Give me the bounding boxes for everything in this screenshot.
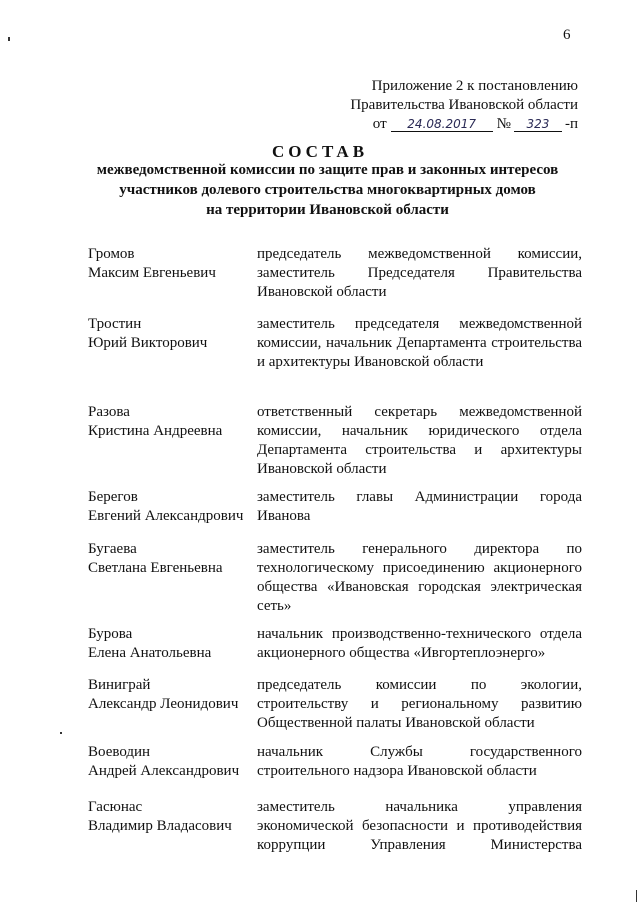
member-role: председатель комиссии по экологии, строительству и региональному развитию Общественной палаты Ивановской области	[257, 677, 582, 731]
member-surname: Бугаева	[88, 541, 137, 557]
member-name	[88, 798, 253, 836]
member-role: заместитель председателя межведомственной комиссии, начальник Департамента строительства и архитектуры Ивановской области	[257, 316, 582, 370]
handwritten-number: 323	[514, 117, 562, 132]
appendix-reference-line	[340, 115, 578, 134]
scan-edge-mark	[636, 890, 637, 902]
member-given-name: Андрей Александрович	[88, 763, 240, 779]
number-suffix: -п	[564, 116, 578, 132]
scan-speck	[8, 37, 10, 41]
member-given-name: Максим Евгеньевич	[88, 265, 216, 281]
scan-speck	[60, 732, 62, 734]
member-given-name: Евгений Александрович	[88, 508, 244, 524]
member-role: начальник производственно-технического отдела акционерного общества «Ивгортеплоэнерго»	[257, 626, 582, 661]
member-role: заместитель генерального директора по технологическому присоединению акционерного общества «Ивановская городская электрическая сеть»	[257, 541, 582, 614]
member-surname: Гасюнас	[88, 799, 143, 815]
member-given-name: Кристина Андреевна	[88, 423, 223, 439]
document-subtitle	[60, 160, 595, 220]
member-name	[88, 403, 253, 441]
member-name	[88, 676, 253, 714]
member-surname: Громов	[88, 246, 135, 262]
member-given-name: Александр Леонидович	[88, 696, 239, 712]
member-surname: Виниграй	[88, 677, 151, 693]
member-role: ответственный секретарь межведомственной комиссии, начальник юридического отдела Департамента строительства и архитектуры Ивановской области	[257, 404, 582, 477]
member-name	[88, 540, 253, 578]
document-title: СОСТАВ	[271, 142, 369, 161]
appendix-line-2: Правительства Ивановской области	[350, 97, 578, 113]
member-role: председатель межведомственной комиссии, заместитель Председателя Правительства Ивановской области	[257, 246, 582, 300]
member-role: начальник Службы государственного строительного надзора Ивановской области	[257, 744, 582, 779]
member-surname: Тростин	[88, 316, 142, 332]
handwritten-date: 24.08.2017	[391, 117, 493, 132]
member-role: заместитель главы Администрации города Иванова	[257, 489, 582, 524]
member-given-name: Владимир Владасович	[88, 818, 232, 834]
member-role: заместитель начальника управления экономической безопасности и противодействия коррупции Управления Министерства	[257, 799, 582, 853]
member-name	[88, 245, 253, 283]
member-given-name: Светлана Евгеньевна	[88, 560, 223, 576]
subtitle-line-2: участников долевого строительства многоквартирных домов	[119, 182, 536, 198]
member-surname: Бурова	[88, 626, 133, 642]
subtitle-line-3: на территории Ивановской области	[206, 202, 449, 218]
from-label: от	[372, 116, 387, 132]
member-name	[88, 315, 253, 353]
member-surname: Разова	[88, 404, 130, 420]
appendix-line-1: Приложение 2 к постановлению	[371, 78, 578, 94]
number-label: №	[496, 116, 511, 132]
member-given-name: Юрий Викторович	[88, 335, 208, 351]
member-surname: Берегов	[88, 489, 138, 505]
member-name	[88, 625, 253, 663]
appendix-header	[340, 77, 578, 134]
page-number: 6	[563, 27, 571, 43]
member-given-name: Елена Анатольевна	[88, 645, 212, 661]
subtitle-line-1: межведомственной комиссии по защите прав и законных интересов	[96, 162, 559, 178]
member-name	[88, 488, 253, 526]
member-surname: Воеводин	[88, 744, 151, 760]
member-name	[88, 743, 253, 781]
